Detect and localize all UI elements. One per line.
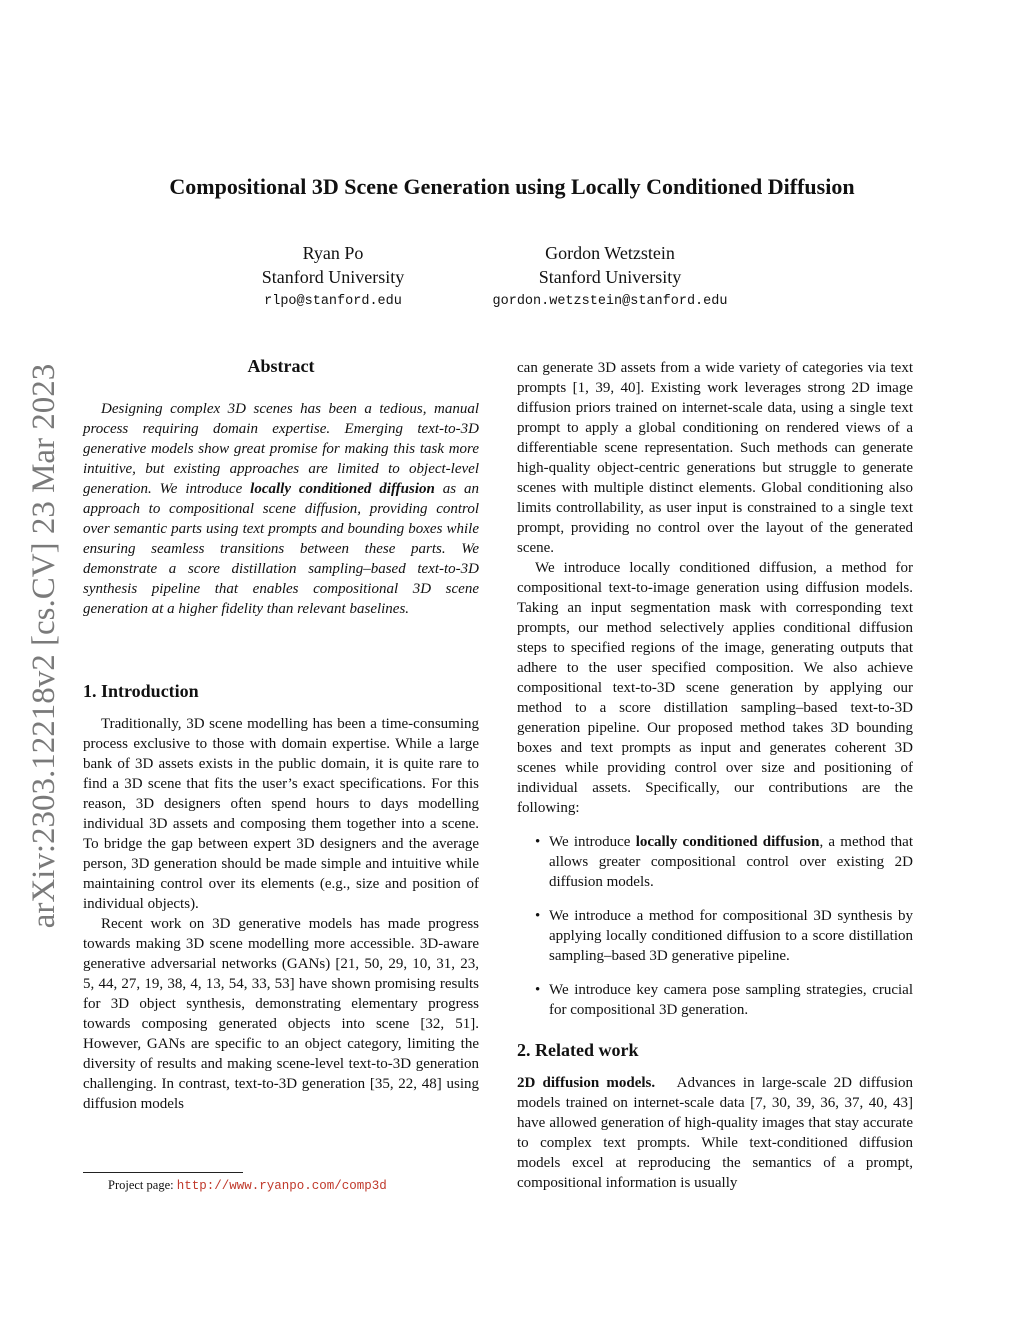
author-block: [233, 241, 433, 309]
abstract-text: Designing complex 3D scenes has been a tedious, manual process requiring domain expertise. Emerging text-to-3D generative models show great promise for making this task more intuitive, but existing approaches are limited to object-level generation. We introduce locally conditioned diffusion as an approach to compositional scene diffusion, providing control over semantic parts using text prompts and bounding boxes while ensuring seamless transitions between these parts. We demonstrate a score distillation sampling–based text-to-3D synthesis pipeline that enables compositional 3D scene generation at a higher fidelity than relevant baselines.: [83, 401, 479, 617]
author-email[interactable]: gordon.wetzstein@stanford.edu: [492, 294, 728, 309]
author-email[interactable]: rlpo@stanford.edu: [264, 294, 402, 309]
left-column: [83, 356, 479, 1114]
author-affiliation: Stanford University: [538, 267, 682, 287]
author-name: Ryan Po: [302, 243, 364, 263]
related-work-paragraph: 2D diffusion models. Advances in large-scale 2D diffusion models trained on internet-scale data [7, 30, 39, 36, 37, 40, 43] have allowed generation of high-quality images that stay accurate to complex text prompts. While text-conditioned diffusion models excel at reproducing the semantics of a prompt, compositional information is usually: [517, 1075, 913, 1191]
intro-paragraph: Traditionally, 3D scene modelling has been a time-consuming process exclusive to those with domain expertise. While a large bank of 3D assets exists in the public domain, it is quite rare to find a 3D scene that fits the user’s exact specifications. For this reason, 3D designers often spend hours to days modelling individual 3D assets and composing them together into a scene. To bridge the gap between expert 3D designers and the average person, 3D generation should be made simple and intuitive while maintaining control over its elements (e.g., size and position of individual objects).: [83, 716, 479, 912]
introduction-heading: 1. Introduction: [83, 681, 199, 701]
intro-paragraph: Recent work on 3D generative models has made progress towards making 3D scene modelling more accessible. 3D-aware generative adversarial networks (GANs) [21, 50, 29, 10, 31, 23, 5, 44, 27, 19, 38, 4, 13, 54, 33, 53] have shown promising results for 3D object synthesis, demonstrating elementary progress towards composing generated objects into scene [32, 51]. However, GANs are specific to an object category, limiting the diversity of results and making scene-level text-to-3D generation challenging. In contrast, text-to-3D generation [35, 22, 48] using diffusion models: [83, 916, 479, 1112]
project-page-link[interactable]: http://www.ryanpo.com/comp3d: [176, 1179, 387, 1193]
contributions-list: [517, 832, 913, 1020]
footnote: Project page: http://www.ryanpo.com/comp3d: [108, 1178, 387, 1193]
author-name: Gordon Wetzstein: [545, 243, 675, 263]
intro-paragraph: We introduce locally conditioned diffusion, a method for compositional text-to-image generation using diffusion models. Taking an input segmentation mask with corresponding text prompts, our method selectively applies conditional diffusion steps to specified regions of the image, generating outputs that adhere to the user specified composition. We also achieve compositional text-to-3D scene generation by applying our method to a score distillation sampling–based text-to-3D generation pipeline. Our proposed method takes 3D bounding boxes and text prompts as input and generates coherent 3D scenes while providing control over size and positioning of individual assets. Specifically, our contributions are the following:: [517, 560, 913, 816]
related-work-subheading: 2D diffusion models.: [517, 1075, 656, 1091]
arxiv-stamp: arXiv:2303.12218v2 [cs.CV] 23 Mar 2023: [26, 363, 62, 929]
footnote-divider: [83, 1172, 243, 1173]
paper-title: Compositional 3D Scene Generation using Locally Conditioned Diffusion: [169, 174, 855, 199]
abstract-bold-term: locally conditioned diffusion: [250, 481, 435, 497]
author-block: [460, 241, 760, 309]
author-affiliation: Stanford University: [261, 267, 405, 287]
right-column: [517, 358, 913, 1193]
abstract-heading: Abstract: [247, 356, 315, 376]
list-item: • We introduce key camera pose sampling strategies, crucial for compositional 3D generation.: [535, 982, 913, 1018]
list-item: • We introduce a method for compositional 3D synthesis by applying locally conditioned diffusion to a score distillation sampling–based 3D generative pipeline.: [535, 908, 913, 964]
intro-paragraph: can generate 3D assets from a wide variety of categories via text prompts [1, 39, 40]. Existing work leverages strong 2D image diffusion priors trained on internet-scale data, using a single text prompt to apply a global conditioning on rendered views of a differentiable scene representation. Such methods can generate high-quality object-centric generations but struggle to generate scenes with multiple distinct elements. Global conditioning also limits controllability, as user input is constrained to a single text prompt, providing no control over the layout of the generated scene.: [517, 360, 913, 556]
list-item: • We introduce locally conditioned diffusion, a method that allows greater compositional control over existing 2D diffusion models.: [535, 834, 913, 890]
related-work-heading: 2. Related work: [517, 1040, 639, 1060]
